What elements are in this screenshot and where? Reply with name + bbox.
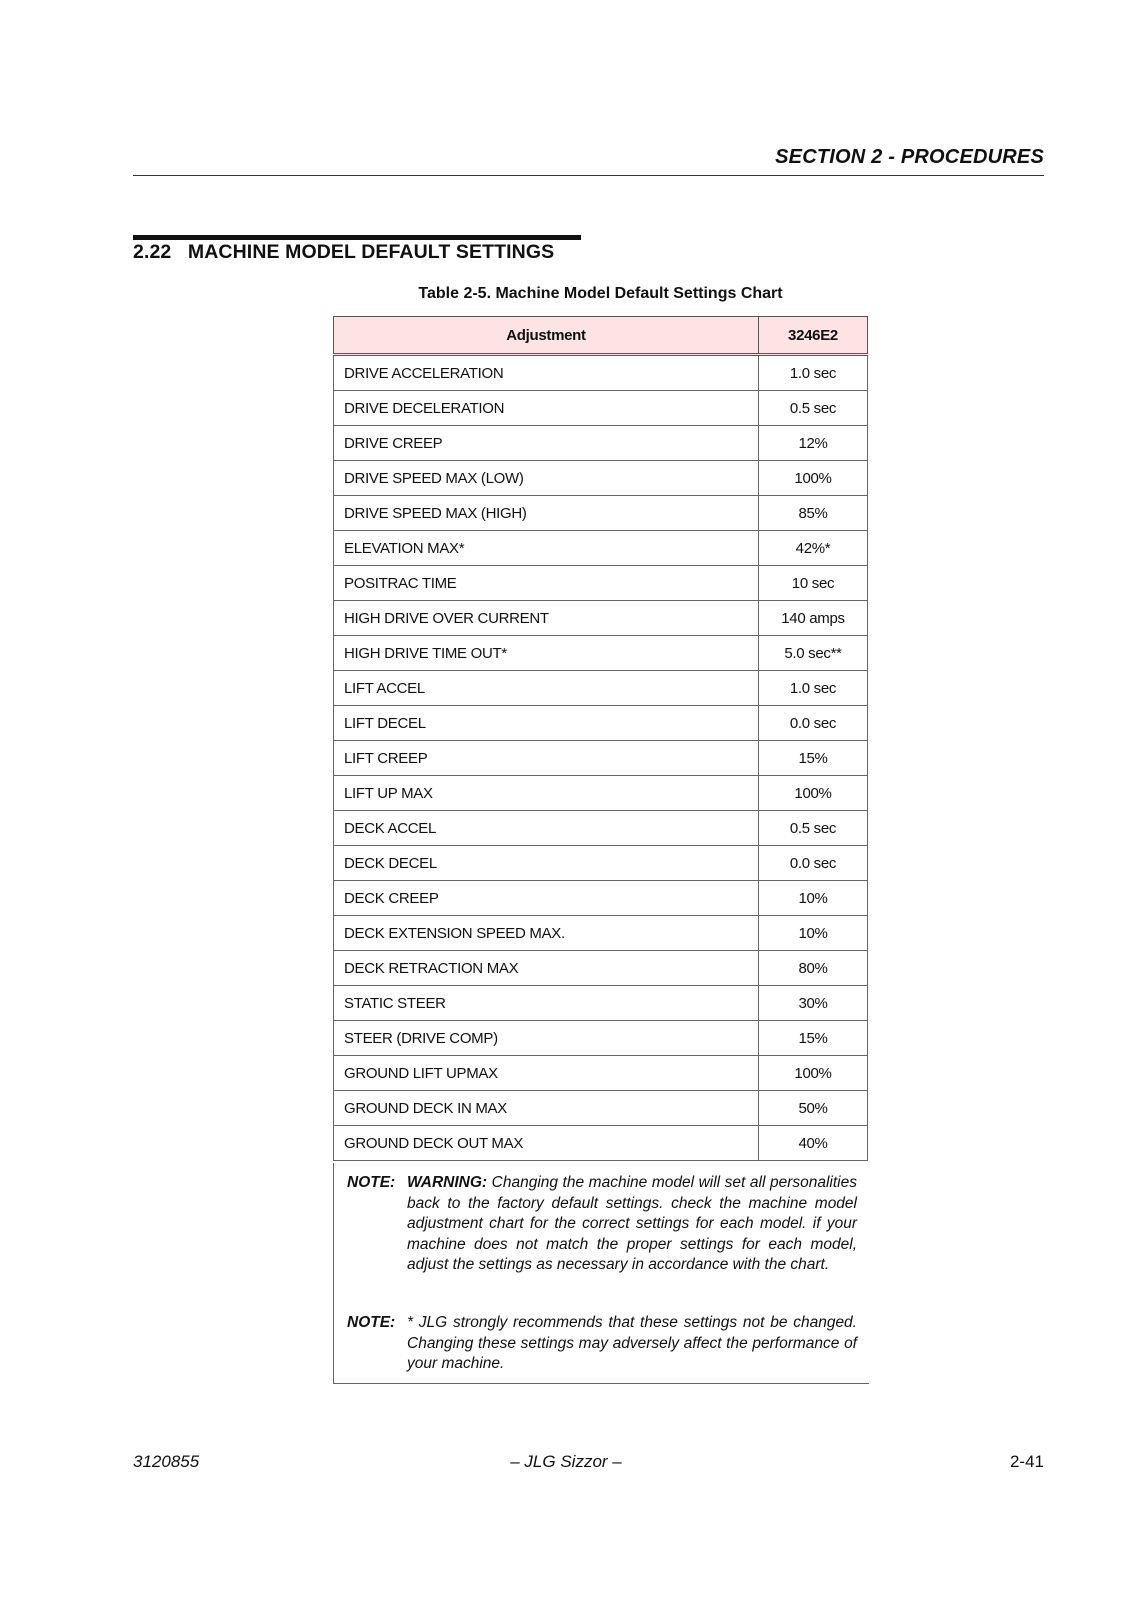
column-header-model: 3246E2	[759, 317, 868, 355]
adjustment-cell: LIFT DECEL	[334, 706, 759, 741]
note-label: NOTE:	[347, 1314, 396, 1331]
table-row	[334, 741, 868, 776]
column-header-adjustment: Adjustment	[334, 317, 759, 355]
adjustment-cell: HIGH DRIVE OVER CURRENT	[334, 601, 759, 636]
value-cell: 30%	[759, 986, 868, 1021]
note-warning-text: Changing the machine model will set all personalities back to the factory default settings. check the machine model adjustment chart for the correct settings for each model. if your machine does not match the proper settings for each model, adjust the settings as necessary in accordance with the chart.	[407, 1174, 857, 1273]
footer-product: – JLG Sizzor –	[510, 1452, 622, 1471]
table-row	[334, 846, 868, 881]
value-cell: 40%	[759, 1126, 868, 1161]
note-recommendation	[347, 1313, 857, 1375]
value-cell: 1.0 sec	[759, 355, 868, 391]
adjustment-cell: DRIVE ACCELERATION	[334, 355, 759, 391]
value-cell: 15%	[759, 1021, 868, 1056]
table-row	[334, 531, 868, 566]
table-row	[334, 426, 868, 461]
note-label: NOTE:	[347, 1174, 396, 1191]
adjustment-cell: DRIVE SPEED MAX (LOW)	[334, 461, 759, 496]
adjustment-cell: GROUND LIFT UPMAX	[334, 1056, 759, 1091]
table-row	[334, 881, 868, 916]
table-row	[334, 951, 868, 986]
settings-table	[333, 316, 868, 1161]
adjustment-cell: POSITRAC TIME	[334, 566, 759, 601]
value-cell: 15%	[759, 741, 868, 776]
table-row	[334, 496, 868, 531]
adjustment-cell: DRIVE SPEED MAX (HIGH)	[334, 496, 759, 531]
table-row	[334, 1126, 868, 1161]
adjustment-cell: DECK EXTENSION SPEED MAX.	[334, 916, 759, 951]
value-cell: 0.0 sec	[759, 706, 868, 741]
notes-box	[333, 1163, 869, 1384]
table-row	[334, 355, 868, 391]
table-row	[334, 636, 868, 671]
value-cell: 0.0 sec	[759, 846, 868, 881]
note-body	[407, 1173, 857, 1276]
table-row	[334, 1056, 868, 1091]
adjustment-cell: LIFT CREEP	[334, 741, 759, 776]
value-cell: 42%*	[759, 531, 868, 566]
adjustment-cell: LIFT UP MAX	[334, 776, 759, 811]
table-header-row	[334, 317, 868, 355]
value-cell: 12%	[759, 426, 868, 461]
table-row	[334, 776, 868, 811]
adjustment-cell: DECK ACCEL	[334, 811, 759, 846]
footer-doc-number: 3120855	[133, 1452, 200, 1471]
adjustment-cell: LIFT ACCEL	[334, 671, 759, 706]
adjustment-cell: STEER (DRIVE COMP)	[334, 1021, 759, 1056]
table-row	[334, 566, 868, 601]
adjustment-cell: DRIVE CREEP	[334, 426, 759, 461]
adjustment-cell: STATIC STEER	[334, 986, 759, 1021]
adjustment-cell: DECK CREEP	[334, 881, 759, 916]
page-title: 2.22 MACHINE MODEL DEFAULT SETTINGS	[133, 241, 555, 263]
adjustment-cell: DRIVE DECELERATION	[334, 391, 759, 426]
table-row	[334, 811, 868, 846]
adjustment-cell: GROUND DECK OUT MAX	[334, 1126, 759, 1161]
note-warning	[347, 1173, 857, 1276]
note-body	[407, 1313, 857, 1375]
table-row	[334, 461, 868, 496]
value-cell: 100%	[759, 776, 868, 811]
value-cell: 0.5 sec	[759, 391, 868, 426]
value-cell: 10%	[759, 916, 868, 951]
section-header: SECTION 2 - PROCEDURES	[775, 146, 1044, 168]
value-cell: 100%	[759, 1056, 868, 1091]
note-warning-lead: WARNING:	[407, 1174, 488, 1191]
settings-table-container	[333, 316, 868, 1161]
adjustment-cell: ELEVATION MAX*	[334, 531, 759, 566]
note-recommendation-text: * JLG strongly recommends that these settings not be changed. Changing these settings may adversely affect the performance of your machine.	[407, 1314, 857, 1372]
table-row	[334, 1021, 868, 1056]
value-cell: 80%	[759, 951, 868, 986]
table-row	[334, 601, 868, 636]
value-cell: 10 sec	[759, 566, 868, 601]
value-cell: 1.0 sec	[759, 671, 868, 706]
table-row	[334, 1091, 868, 1126]
adjustment-cell: GROUND DECK IN MAX	[334, 1091, 759, 1126]
adjustment-cell: DECK RETRACTION MAX	[334, 951, 759, 986]
adjustment-cell: DECK DECEL	[334, 846, 759, 881]
table-row	[334, 706, 868, 741]
table-caption: Table 2-5. Machine Model Default Settings Chart	[418, 285, 783, 302]
header-rule	[133, 175, 1044, 176]
settings-table-body	[334, 355, 868, 1161]
table-row	[334, 986, 868, 1021]
value-cell: 5.0 sec**	[759, 636, 868, 671]
value-cell: 140 amps	[759, 601, 868, 636]
value-cell: 50%	[759, 1091, 868, 1126]
table-row	[334, 916, 868, 951]
value-cell: 85%	[759, 496, 868, 531]
value-cell: 10%	[759, 881, 868, 916]
footer-page-number: 2-41	[1009, 1452, 1044, 1471]
value-cell: 0.5 sec	[759, 811, 868, 846]
table-row	[334, 391, 868, 426]
table-row	[334, 671, 868, 706]
value-cell: 100%	[759, 461, 868, 496]
title-bar	[133, 235, 581, 240]
adjustment-cell: HIGH DRIVE TIME OUT*	[334, 636, 759, 671]
